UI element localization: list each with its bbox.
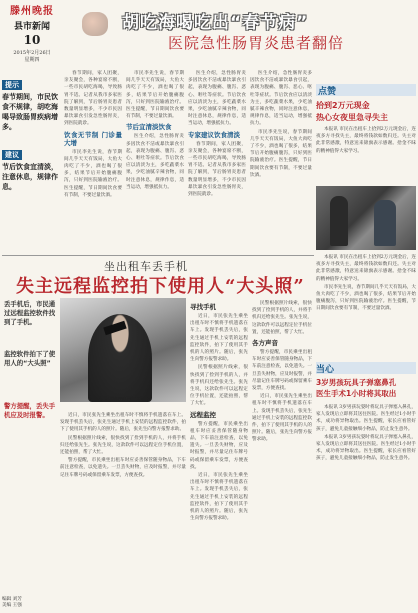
photo-caption: 警方展示远程监控拍下的“大头照” (90, 396, 151, 401)
photo-figure (374, 200, 396, 246)
top-article-header (80, 4, 416, 64)
body-paragraph: 本报讯 市民在出租车上拾到2万元现金后，连夜多方寻找失主，最终将钱款如数归还。失主对此非常感激，特意送来锦旗表示感谢。拾金不昧的精神值得大家学习。 (316, 255, 416, 282)
tip-box (2, 80, 60, 132)
photo-figure (330, 196, 348, 246)
body-paragraph: 警方提醒，市民乘坐出租车时应妥善保管随身物品，下车前注意检查，以免遗失。一旦丢失财物，应及时报警，并尽量记住车牌号码或保留乘车发票，方便查找。 (190, 421, 248, 470)
body-paragraph: 春节期间，家人团聚，亲友聚会，各种宴席不断，一些市民胡吃海喝，导致肠胃不适。记者从我市多家医院了解到，节后肠胃炎患者数量明显增多，不少市民因暴饮暴食引发急性肠胃炎，到医院就诊。 (64, 71, 122, 127)
top-subtitle-3: 专家建议饮食清淡 (188, 130, 240, 139)
top-article-column-4 (250, 70, 312, 250)
side-quote-2: 监控软件拍下了使用人的“大头照” (4, 350, 56, 367)
side-quote-3: 警方提醒，丢失手机应及时报警。 (4, 402, 56, 419)
footer-editor: 编辑 刘芳 (2, 597, 22, 602)
body-paragraph: 医生介绍，急性肠胃炎多因饮食不洁或暴饮暴食引起，表现为腹痛、腹泻、恶心、呕吐等症状。节后饮食应以清淡为主，多吃蔬菜水果，少吃油腻辛辣食物，同时注意休息，规律作息，适当运动，增强抵抗力。 (250, 71, 312, 127)
body-paragraph: 市民李先生说，春节期间几乎天天有饭局，大鱼大肉吃了不少，酒也喝了很多，结果节后开始腹痛腹泻，只好到医院输液治疗。医生提醒，节日期间饮食要有节制，不要过量饮酒。 (250, 129, 312, 178)
tip-label: 提示 (2, 80, 22, 90)
body-paragraph: 本报讯 市民在出租车上拾到2万元现金后，连夜多方寻找失主，最终将钱款如数归还。失主对此非常感激，特意送来锦旗表示感谢。拾金不昧的精神值得大家学习。 (316, 127, 416, 154)
side-quote-1: 丢手机后，市民通过远程监控软件找到了手机。 (4, 300, 56, 326)
panel-body-continued (316, 254, 416, 354)
body-paragraph: 近日，市民张先生乘坐出租车时不慎将手机遗落在车上。发现手机丢失后，张先生通过手机上安装的远程监控软件，拍下了使用其手机的人的照片。随后，张先生向警方报警求助。 (252, 394, 312, 443)
top-article-column-3 (188, 70, 246, 250)
panel2-headline-1: 3岁男孩玩具子弹塞鼻孔 (316, 378, 397, 387)
main-subtitle-2: 远程监控 (190, 410, 216, 419)
advice-text: 节后饮食宜清淡，注意休息，规律作息。 (2, 162, 58, 191)
main-article-column-1 (60, 412, 186, 592)
panel-photo (316, 186, 416, 250)
top-headline: 胡吃海喝吃出“春节病” (122, 13, 309, 33)
body-paragraph: 民警根据照片线索，很快找到了捡到手机的人，并将手机归还给张先生。张先生说，这款软件可以远程定位手机位置，还能拍照，帮了大忙。 (252, 301, 312, 335)
section-name: 县市新闻 (13, 22, 50, 32)
page-footer (2, 597, 82, 609)
main-kicker: 坐出租车丢手机 (104, 260, 188, 273)
page-number: 10 (23, 33, 41, 47)
panel-headline-2: 热心女夜里急寻失主 (316, 113, 388, 122)
top-article-column-2 (126, 70, 184, 250)
body-paragraph: 医生介绍，急性肠胃炎多因饮食不洁或暴饮暴食引起，表现为腹痛、腹泻、恶心、呕吐等症状。节后饮食应以清淡为主，多吃蔬菜水果，少吃油腻辛辣食物，同时注意休息，规律作息，适当运动，增强抵抗力。 (126, 134, 184, 190)
top-subtitle-2: 节后宜清淡饮食 (126, 123, 172, 132)
main-photo (60, 298, 186, 402)
panel2-label: 当心 (316, 365, 335, 375)
body-paragraph: 本报讯 3岁男孩玩耍时将玩具子弹塞入鼻孔，家人发现后立即将其送往医院。医生经过1小时手术，成功将异物取出。医生提醒，家长应看管好孩子，避免儿童接触细小物品，防止发生意外。 (316, 405, 416, 432)
body-paragraph: 近日，市民张先生乘坐出租车时不慎将手机遗落在车上。发现手机丢失后，张先生通过手机上安装的远程监控软件，拍下了使用其手机的人的照片。随后，张先生向警方报警求助。 (60, 413, 186, 433)
body-paragraph: 市民李先生说，春节期间几乎天天有饭局，大鱼大肉吃了不少，酒也喝了很多，结果节后开始腹痛腹泻，只好到医院输液治疗。医生提醒，节日期间饮食要有节制，不要过量饮酒。 (126, 71, 184, 120)
body-paragraph: 本报讯 3岁男孩玩耍时将玩具子弹塞入鼻孔，家人发现后立即将其送往医院。医生经过1小时手术，成功将异物取出。医生提醒，家长应看管好孩子，避免儿童接触细小物品，防止发生意外。 (316, 434, 416, 462)
panel-label: 点赞 (318, 87, 337, 97)
issue-weekday: 星期四 (24, 57, 40, 63)
main-headline: 失主远程监控拍下使用人“大头照” (16, 276, 305, 297)
body-paragraph: 市民李先生说，春节期间几乎天天有饭局，大鱼大肉吃了不少，酒也喝了很多，结果节后开始腹痛腹泻，只好到医院输液治疗。医生提醒，节日期间饮食要有节制，不要过量饮酒。 (316, 284, 416, 312)
body-paragraph: 近日，市民张先生乘坐出租车时不慎将手机遗落在车上。发现手机丢失后，张先生通过手机上安装的远程监控软件，拍下了使用其手机的人的照片。随后，张先生向警方报警求助。 (190, 314, 248, 363)
body-paragraph: 近日，市民张先生乘坐出租车时不慎将手机遗落在车上。发现手机丢失后，张先生通过手机上安装的远程监控软件，拍下了使用其手机的人的照片。随后，张先生向警方报警求助。 (190, 473, 248, 522)
tip-text: 春节期间，市民饮食不规律，胡吃海喝导致肠胃疾病增多。 (2, 92, 58, 131)
body-paragraph: 民警根据照片线索，很快找到了捡到手机的人，并将手机归还给张先生。张先生说，这款软件可以远程定位手机位置，还能拍照，帮了大忙。 (60, 435, 186, 456)
top-subheadline: 医院急性肠胃炎患者翻倍 (168, 34, 345, 52)
main-article-column-2 (190, 300, 248, 592)
main-subtitle-1: 寻找手机 (190, 303, 216, 311)
footer-designer: 美编 王强 (2, 603, 22, 608)
top-subtitle-1: 饮食无节制 门诊量大增 (64, 130, 122, 147)
panel2-headline-2: 医生手术1小时将其取出 (316, 389, 397, 398)
masthead (2, 2, 62, 64)
panel-body (316, 126, 416, 184)
panel-headline-1: 拾到2万元现金 (316, 101, 370, 110)
advice-box (2, 150, 60, 192)
panel2-body (316, 404, 416, 592)
top-article-column-1 (64, 70, 122, 250)
body-paragraph: 春节期间，家人团聚，亲友聚会，各种宴席不断，一些市民胡吃海喝，导致肠胃不适。记者从我市多家医院了解到，节后肠胃炎患者数量明显增多，不少市民因暴饮暴食引发急性肠胃炎，到医院就诊。 (188, 141, 246, 198)
body-paragraph: 民警根据照片线索，很快找到了捡到手机的人，并将手机归还给张先生。张先生说，这款软件可以远程定位手机位置，还能拍照，帮了大忙。 (190, 365, 248, 407)
section-divider (2, 255, 314, 256)
body-paragraph: 警方提醒，市民乘坐出租车时应妥善保管随身物品，下车前注意检查，以免遗失。一旦丢失财物，应及时报警，并尽量记住车牌号码或保留乘车发票，方便查找。 (60, 458, 186, 478)
issue-date: 2015年2月26日 (13, 50, 51, 56)
headline-illustration-icon (82, 12, 108, 36)
advice-label: 建议 (2, 150, 22, 160)
main-subtitle-3: 各方声音 (252, 339, 278, 348)
newspaper-logo: 滕州晚报 (10, 6, 54, 17)
body-paragraph: 医生介绍，急性肠胃炎多因饮食不洁或暴饮暴食引起，表现为腹痛、腹泻、恶心、呕吐等症状。节后饮食应以清淡为主，多吃蔬菜水果，少吃油腻辛辣食物，同时注意休息，规律作息，适当运动，增强抵抗力。 (188, 71, 246, 127)
body-paragraph: 警方提醒，市民乘坐出租车时应妥善保管随身物品，下车前注意检查，以免遗失。一旦丢失财物，应及时报警，并尽量记住车牌号码或保留乘车发票，方便查找。 (252, 350, 312, 392)
main-article-column-3 (252, 300, 312, 592)
body-paragraph: 市民李先生说，春节期间几乎天天有饭局，大鱼大肉吃了不少，酒也喝了很多，结果节后开始腹痛腹泻，只好到医院输液治疗。医生提醒，节日期间饮食要有节制，不要过量饮酒。 (64, 149, 122, 198)
